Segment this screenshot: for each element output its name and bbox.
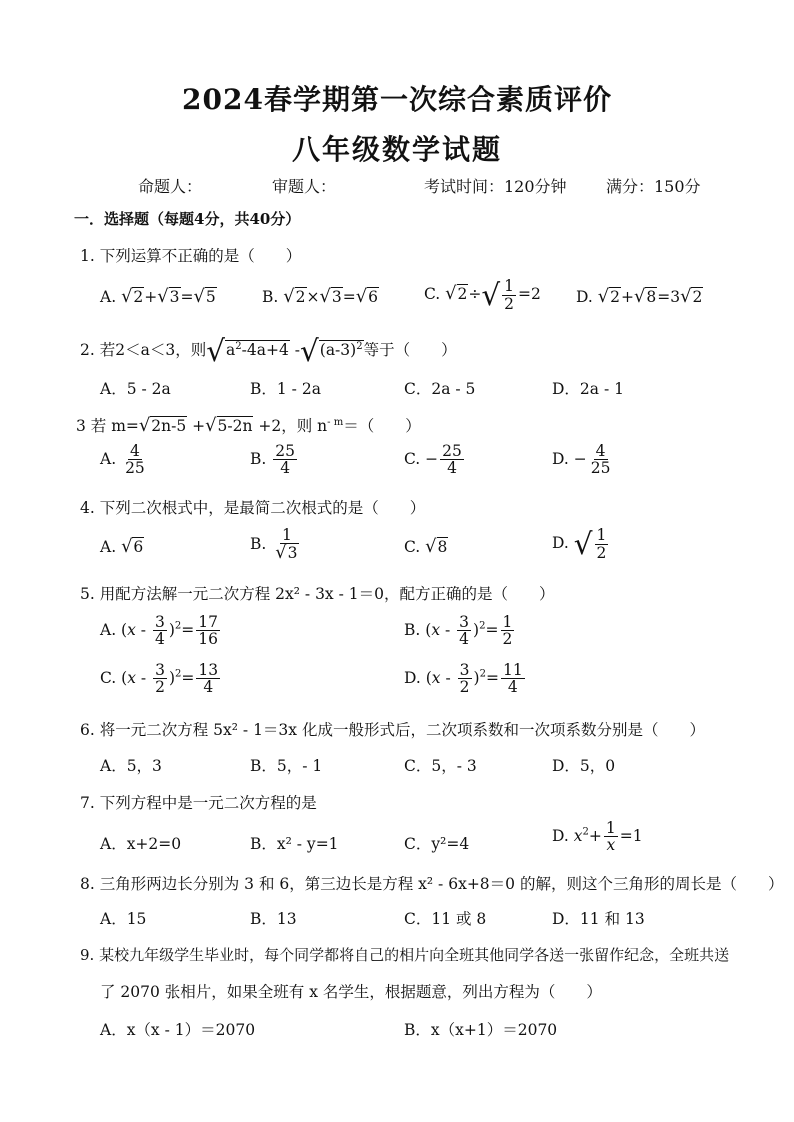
question-number: 7. xyxy=(80,794,95,812)
question-3: 3 若 m=√2n-5 +√5-2n +2，则 $n^{- m}=$（ ） xyxy=(76,415,421,436)
q1-option-d[interactable]: D. √2+√8=3√2 xyxy=(576,286,703,307)
q5-option-d[interactable]: D. (x - $\frac{3}{2}$ )$^2$= $\frac{11}{4}$ xyxy=(404,661,523,697)
question-1 xyxy=(80,244,301,266)
q3-option-d[interactable]: D. − $\frac{4}{25}$ xyxy=(552,442,611,478)
q1-option-c[interactable]: C. √2÷√ $\frac{1}{2}$ =2 xyxy=(424,277,541,313)
page-subtitle: 八年级数学试题 xyxy=(291,133,502,166)
question-8 xyxy=(80,872,783,894)
question-stem: 下列运算不正确的是（ ） xyxy=(99,247,302,265)
q5-option-b[interactable]: B. (x - $\frac{3}{4}$ )$^2$= $\frac{1}{2}$ xyxy=(404,613,513,649)
q2-option-a[interactable]: A．5 - 2a xyxy=(100,380,171,398)
page-title: 2024春学期第一次综合素质评价 xyxy=(182,83,612,116)
q1-option-a[interactable]: A. √2+√3=√5 xyxy=(100,286,216,307)
question-number: 1. xyxy=(80,247,95,265)
q8-option-c[interactable]: C．11 或 8 xyxy=(404,910,487,928)
q2-option-b[interactable]: B．1 - 2a xyxy=(250,380,321,398)
q5-option-a[interactable]: A. (x - $\frac{3}{4}$ )$^2$= $\frac{17}{16}$ xyxy=(100,613,219,649)
question-stem: 用配方法解一元二次方程 2x² - 3x - 1＝0，配方正确的是（ ） xyxy=(99,585,555,603)
q6-option-a[interactable]: A．5，3 xyxy=(100,757,162,775)
setter-label: 命题人： xyxy=(138,177,203,196)
q7-option-b[interactable]: B．x² - y=1 xyxy=(250,835,339,853)
q2-option-c[interactable]: C．2a - 5 xyxy=(404,380,476,398)
q3-option-a[interactable]: A. $\frac{4}{25}$ xyxy=(100,442,145,478)
radical-expr: $√a^2-4a+4$ xyxy=(206,334,289,368)
q9-option-a[interactable]: A．x（x - 1）＝2070 xyxy=(100,1021,256,1039)
question-7 xyxy=(80,791,317,813)
q1-option-b[interactable]: B. √2×√3=√6 xyxy=(262,286,378,307)
q7-option-c[interactable]: C．y²=4 xyxy=(404,835,470,853)
question-number: 6. xyxy=(80,721,95,739)
q5-option-c[interactable]: C. (x - $\frac{3}{2}$ )$^2$= $\frac{13}{4}$ xyxy=(100,661,219,697)
q8-option-b[interactable]: B．13 xyxy=(250,910,297,928)
question-stem: 三角形两边长分别为 3 和 6，第三边长是方程 x² - 6x+8＝0 的解，则这个三角形的周长是（ ） xyxy=(99,875,784,893)
q4-option-c[interactable]: C. √8 xyxy=(404,536,448,557)
question-stem: 某校九年级学生毕业时，每个同学都将自己的相片向全班其他同学各送一张留作纪念，全班共送 xyxy=(99,946,730,964)
question-number: 2. xyxy=(80,341,95,359)
question-stem: 若2＜a＜3，则 xyxy=(99,341,207,359)
question-number: 8. xyxy=(80,875,95,893)
q3-option-c[interactable]: C. − $\frac{25}{4}$ xyxy=(404,442,462,478)
q6-option-c[interactable]: C．5，- 3 xyxy=(404,757,477,775)
q2-option-d[interactable]: D．2a - 1 xyxy=(552,380,624,398)
question-9 xyxy=(80,944,729,965)
q4-option-d[interactable]: D. √ $\frac{1}{2}$ xyxy=(552,526,607,562)
q6-option-b[interactable]: B．5，- 1 xyxy=(250,757,323,775)
radical-expr: $√(a-3)^2$ xyxy=(300,334,363,368)
q8-option-a[interactable]: A．15 xyxy=(100,910,147,928)
question-stem: 下列二次根式中，是最简二次根式的是（ ） xyxy=(99,499,426,517)
question-2: 2. 若2＜a＜3，则$√a^2-4a+4$ $-√(a-3)^2$等于（ ） xyxy=(80,334,457,368)
question-5 xyxy=(80,582,555,604)
question-4 xyxy=(80,496,425,518)
reviewer-label: 审题人： xyxy=(272,177,337,196)
q8-option-d[interactable]: D．11 和 13 xyxy=(552,910,645,928)
q4-option-b[interactable]: B. $\frac{1}{√3}$ xyxy=(250,526,298,564)
section-title: 一．选择题（每题4分，共40分） xyxy=(74,210,301,228)
question-number: 5. xyxy=(80,585,95,603)
question-stem: 下列方程中是一元二次方程的是 xyxy=(99,794,317,812)
question-stem: 3 若 m= xyxy=(76,417,139,435)
q7-option-a[interactable]: A．x+2=0 xyxy=(100,835,182,853)
question-number: 9. xyxy=(80,946,95,964)
q3-option-b[interactable]: B. $\frac{25}{4}$ xyxy=(250,442,295,478)
time-label: 考试时间：120分钟 xyxy=(424,177,567,196)
question-6 xyxy=(80,718,705,740)
q4-option-a[interactable]: A. √6 xyxy=(100,536,144,557)
question-9-line2: 了 2070 张相片，如果全班有 x 名学生，根据题意，列出方程为（ ） xyxy=(100,983,602,1001)
q6-option-d[interactable]: D．5，0 xyxy=(552,757,616,775)
score-label: 满分：150分 xyxy=(606,177,701,196)
question-number: 4. xyxy=(80,499,95,517)
question-stem: 将一元二次方程 5x² - 1＝3x 化成一般形式后，二次项系数和一次项系数分别是（ ） xyxy=(99,721,705,739)
q9-option-b[interactable]: B．x（x+1）＝2070 xyxy=(404,1021,558,1039)
q7-option-d[interactable]: D. $x^2+$ $\frac{1}{x}$ =1 xyxy=(552,819,643,855)
